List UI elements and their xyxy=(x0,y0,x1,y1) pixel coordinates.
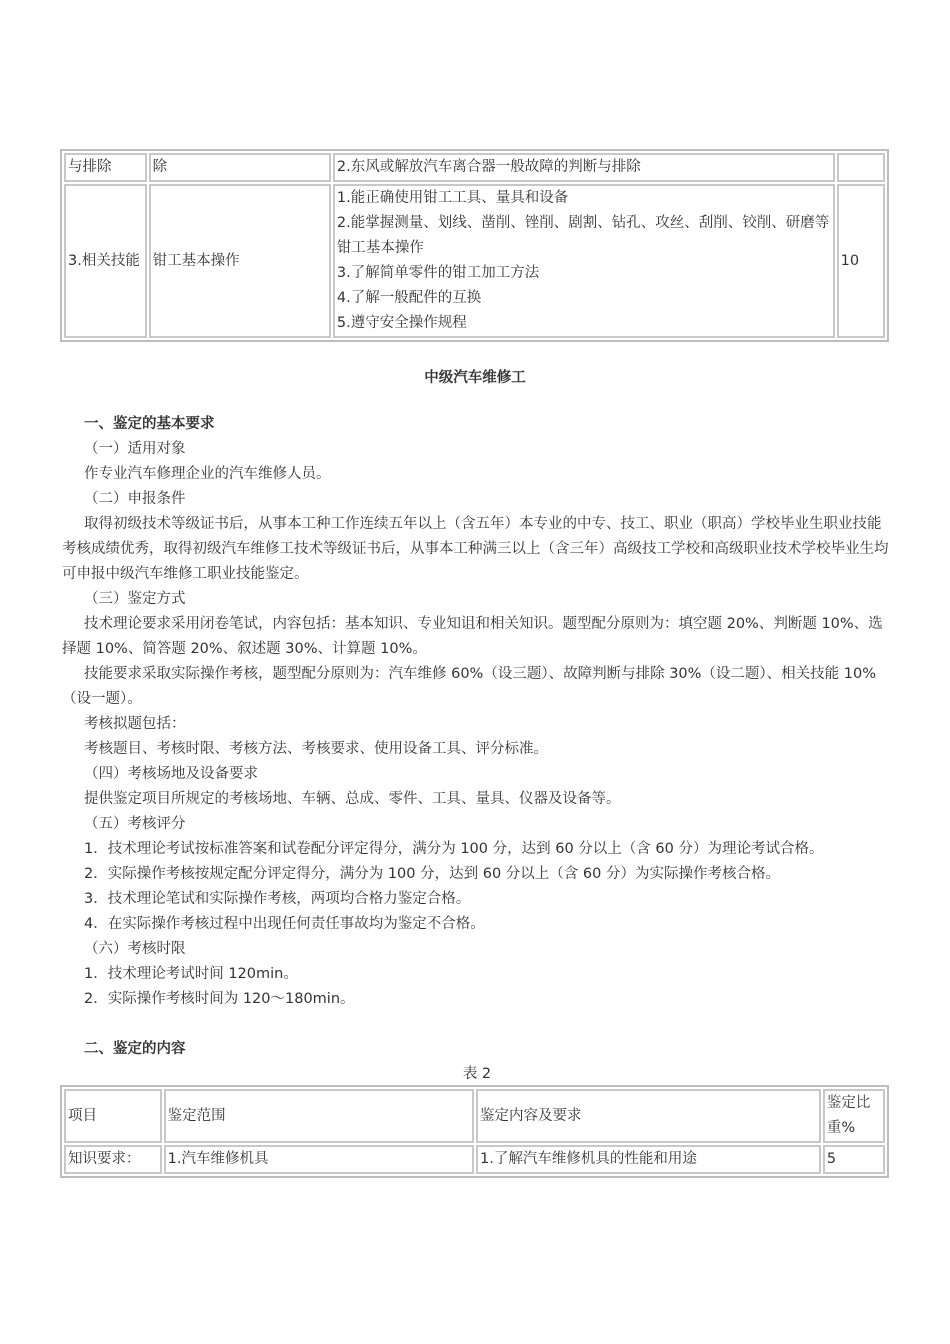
skills-table xyxy=(60,149,889,342)
table-cell: 5 xyxy=(823,1145,885,1174)
subsection-heading: （四）考核场地及设备要求 xyxy=(84,766,258,782)
list-item: 3．技术理论笔试和实际操作考核，两项均合格力鉴定合格。 xyxy=(84,891,471,907)
table-header-row xyxy=(64,1089,885,1143)
table-header-cell: 项目 xyxy=(64,1089,162,1143)
table-cell: 知识要求： xyxy=(64,1145,162,1174)
paragraph: 考核题目、考核时限、考核方法、考核要求、使用设备工具、评分标准。 xyxy=(84,741,548,757)
table-cell: 2.东风或解放汽车离合器一般故障的判断与排除 xyxy=(333,153,835,182)
list-item: 4．在实际操作考核过程中出现任何责任事故均为鉴定不合格。 xyxy=(84,916,485,932)
list-item: 1.能正确使用钳工工具、量具和设备 xyxy=(336,190,569,206)
table-caption: 表 2 xyxy=(462,1066,492,1082)
table-row xyxy=(64,184,885,338)
paragraph: 取得初级技术等级证书后，从事本工种工作连续五年以上（含五年）本专业的中专、技工、职业（职高）学校毕业生职业技能考核成绩优秀，取得初级汽车维修工技术等级证书后，从事本工种满三以上（含三年）高级技工学校和高级职业技术学校毕业生均可申报中级汽车维修工职业技能鉴定。 xyxy=(62,516,889,582)
table-cell-list xyxy=(333,184,835,338)
subsection-heading: （一）适用对象 xyxy=(84,441,186,457)
document-body xyxy=(62,412,892,1087)
table-cell: 与排除 xyxy=(64,153,147,182)
table-header-cell: 鉴定内容及要求 xyxy=(476,1089,821,1143)
list-item: 3.了解简单零件的钳工加工方法 xyxy=(336,265,540,281)
paragraph: 技能要求采取实际操作考核，题型配分原则为：汽车维修 60%（设三题）、故障判断与排除 30%（设二题）、相关技能 10%（设一题）。 xyxy=(62,666,877,707)
subsection-heading: （二）申报条件 xyxy=(84,491,186,507)
page-title: 中级汽车维修工 xyxy=(424,370,526,386)
table-cell: 3.相关技能 xyxy=(64,184,147,338)
paragraph: 技术理论要求采用闭卷笔试，内容包括：基本知识、专业知诅和相关知识。题型配分原则为：填空题 20%、判断题 10%、选择题 10%、简答题 20%、叙述题 30%、计算题 10%。 xyxy=(62,616,883,657)
section-heading: 二、鉴定的内容 xyxy=(84,1041,186,1057)
list-item: 5.遵守安全操作规程 xyxy=(336,315,467,331)
subsection-heading: （六）考核时限 xyxy=(84,941,186,957)
table-cell: 1.汽车维修机具 xyxy=(164,1145,474,1174)
subsection-heading: （三）鉴定方式 xyxy=(84,591,186,607)
list-item: 1．技术理论考试按标准答案和试卷配分评定得分，满分为 100 分，达到 60 分以上（含 60 分）为理论考试合格。 xyxy=(84,841,824,857)
table-cell: 钳工基本操作 xyxy=(149,184,331,338)
table-header-cell: 鉴定范围 xyxy=(164,1089,474,1143)
table-row xyxy=(64,153,885,182)
content-table xyxy=(60,1085,889,1178)
list-item: 4.了解一般配件的互换 xyxy=(336,290,482,306)
section-heading: 一、鉴定的基本要求 xyxy=(84,416,215,432)
table-cell xyxy=(837,153,885,182)
table-cell: 10 xyxy=(837,184,885,338)
paragraph: 作专业汽车修理企业的汽车维修人员。 xyxy=(84,466,331,482)
table-cell: 除 xyxy=(149,153,331,182)
list-item: 1．技术理论考试时间 120min。 xyxy=(84,966,298,982)
table-row xyxy=(64,1145,885,1174)
spacer xyxy=(62,1012,892,1037)
subsection-heading: （五）考核评分 xyxy=(84,816,186,832)
list-item: 2．实际操作考核时间为 120～180min。 xyxy=(84,991,355,1007)
paragraph: 提供鉴定项目所规定的考核场地、车辆、总成、零件、工具、量具、仪器及设备等。 xyxy=(84,791,621,807)
list-item: 2.能掌握测量、划线、凿削、锉削、剧割、钻孔、攻丝、刮削、铰削、研磨等钳工基本操作 xyxy=(336,215,830,256)
table-header-cell: 鉴定比重% xyxy=(823,1089,885,1143)
table-cell: 1.了解汽车维修机具的性能和用途 xyxy=(476,1145,821,1174)
paragraph: 考核拟题包括： xyxy=(84,716,186,732)
list-item: 2．实际操作考核按规定配分评定得分，满分为 100 分，达到 60 分以上（含 60 分）为实际操作考核合格。 xyxy=(84,866,780,882)
